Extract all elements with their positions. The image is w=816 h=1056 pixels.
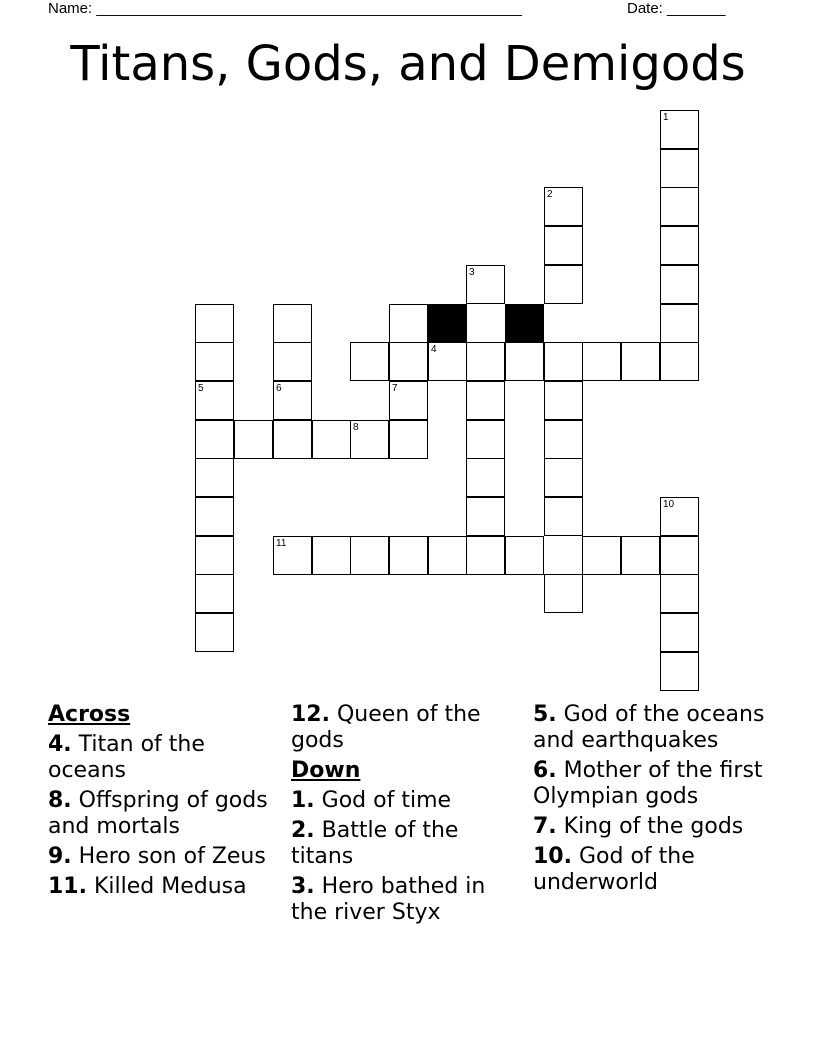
- grid-cell[interactable]: [466, 458, 505, 497]
- grid-cell[interactable]: [660, 652, 699, 691]
- grid-cell[interactable]: [389, 381, 428, 420]
- grid-cell[interactable]: [312, 420, 351, 459]
- grid-cell[interactable]: [582, 536, 621, 575]
- clue-down-10: 10. God of the underworld: [533, 844, 695, 895]
- grid-cell[interactable]: [195, 574, 234, 613]
- grid-cell[interactable]: [505, 536, 544, 575]
- grid-cell[interactable]: [544, 381, 583, 420]
- clue-down-2: 2. Battle of the titans: [291, 818, 459, 869]
- grid-cell[interactable]: [389, 304, 428, 343]
- clue-number: 2: [547, 189, 553, 200]
- grid-cell[interactable]: [195, 420, 234, 459]
- grid-cell-blocked: [428, 304, 467, 343]
- grid-cell[interactable]: [350, 342, 389, 381]
- page-title: Titans, Gods, and Demigods: [70, 36, 746, 92]
- grid-cell[interactable]: [660, 149, 699, 188]
- grid-cell[interactable]: [660, 226, 699, 265]
- clue-number: 11: [276, 538, 287, 549]
- grid-cell[interactable]: [621, 536, 660, 575]
- grid-cell[interactable]: [273, 420, 312, 459]
- clue-number: 1: [663, 112, 669, 123]
- clue-across-12: 12. Queen of the gods: [291, 702, 481, 753]
- grid-cell[interactable]: [660, 497, 699, 536]
- clue-across-4: 4. Titan of the oceans: [48, 732, 205, 783]
- grid-cell[interactable]: [195, 342, 234, 381]
- clue-number: 10: [663, 499, 675, 510]
- grid-cell[interactable]: [428, 342, 467, 381]
- grid-cell-blocked: [505, 304, 544, 343]
- clues-column-2: [291, 702, 521, 930]
- grid-cell[interactable]: [660, 110, 699, 149]
- date-field[interactable]: Date: _______: [627, 0, 726, 17]
- grid-cell[interactable]: [544, 342, 583, 381]
- grid-cell[interactable]: [466, 265, 505, 304]
- clue-down-6: 6. Mother of the first Olympian gods: [533, 758, 763, 809]
- grid-cell[interactable]: [544, 187, 583, 226]
- grid-cell[interactable]: [273, 381, 312, 420]
- grid-cell[interactable]: [466, 420, 505, 459]
- clue-down-1: 1. God of time: [291, 788, 452, 813]
- grid-cell[interactable]: [195, 304, 234, 343]
- clues-column-3: [533, 702, 778, 900]
- grid-cell[interactable]: [505, 342, 544, 381]
- grid-cell[interactable]: [544, 265, 583, 304]
- across-heading: Across: [48, 702, 131, 727]
- grid-cell[interactable]: [195, 381, 234, 420]
- clue-number: 8: [353, 422, 359, 433]
- grid-cell[interactable]: [660, 536, 699, 575]
- grid-cell[interactable]: [234, 420, 273, 459]
- grid-cell[interactable]: [660, 342, 699, 381]
- clues-column-1: [48, 702, 278, 904]
- grid-cell[interactable]: [273, 536, 312, 575]
- grid-cell[interactable]: [428, 536, 467, 575]
- clue-down-7: 7. King of the gods: [533, 814, 744, 839]
- clue-across-9: 9. Hero son of Zeus: [48, 844, 266, 869]
- grid-cell[interactable]: [466, 536, 505, 575]
- grid-cell[interactable]: [273, 304, 312, 343]
- clue-across-8: 8. Offspring of gods and mortals: [48, 788, 268, 839]
- clue-down-3: 3. Hero bathed in the river Styx: [291, 874, 486, 925]
- grid-cell[interactable]: [544, 226, 583, 265]
- grid-cell[interactable]: [389, 536, 428, 575]
- down-heading: Down: [291, 758, 361, 783]
- grid-cell[interactable]: [273, 342, 312, 381]
- grid-cell[interactable]: [350, 536, 389, 575]
- clue-across-11: 11. Killed Medusa: [48, 874, 247, 899]
- clue-number: 5: [198, 383, 204, 394]
- clue-number: 7: [392, 383, 398, 394]
- grid-cell[interactable]: [466, 342, 505, 381]
- grid-cell[interactable]: [466, 497, 505, 536]
- grid-cell[interactable]: [466, 381, 505, 420]
- clue-number: 3: [469, 267, 475, 278]
- grid-cell[interactable]: [544, 497, 583, 536]
- grid-cell[interactable]: [660, 187, 699, 226]
- name-field[interactable]: Name: ___________________________________________________: [48, 0, 522, 17]
- grid-cell[interactable]: [621, 342, 660, 381]
- grid-cell[interactable]: [582, 342, 621, 381]
- grid-cell[interactable]: [312, 536, 351, 575]
- clue-down-5: 5. God of the oceans and earthquakes: [533, 702, 765, 753]
- grid-cell[interactable]: [660, 304, 699, 343]
- clue-number: 6: [276, 383, 282, 394]
- grid-cell[interactable]: [195, 613, 234, 652]
- grid-cell[interactable]: [660, 574, 699, 613]
- grid-cell[interactable]: [195, 536, 234, 575]
- grid-cell[interactable]: [195, 497, 234, 536]
- clue-number: 4: [431, 344, 437, 355]
- grid-cell[interactable]: [350, 420, 389, 459]
- grid-cell[interactable]: [389, 420, 428, 459]
- grid-cell[interactable]: [544, 574, 583, 613]
- grid-cell[interactable]: [660, 265, 699, 304]
- grid-cell[interactable]: [195, 458, 234, 497]
- grid-cell[interactable]: [544, 420, 583, 459]
- grid-cell[interactable]: [660, 613, 699, 652]
- grid-cell[interactable]: [389, 342, 428, 381]
- grid-cell[interactable]: [544, 458, 583, 497]
